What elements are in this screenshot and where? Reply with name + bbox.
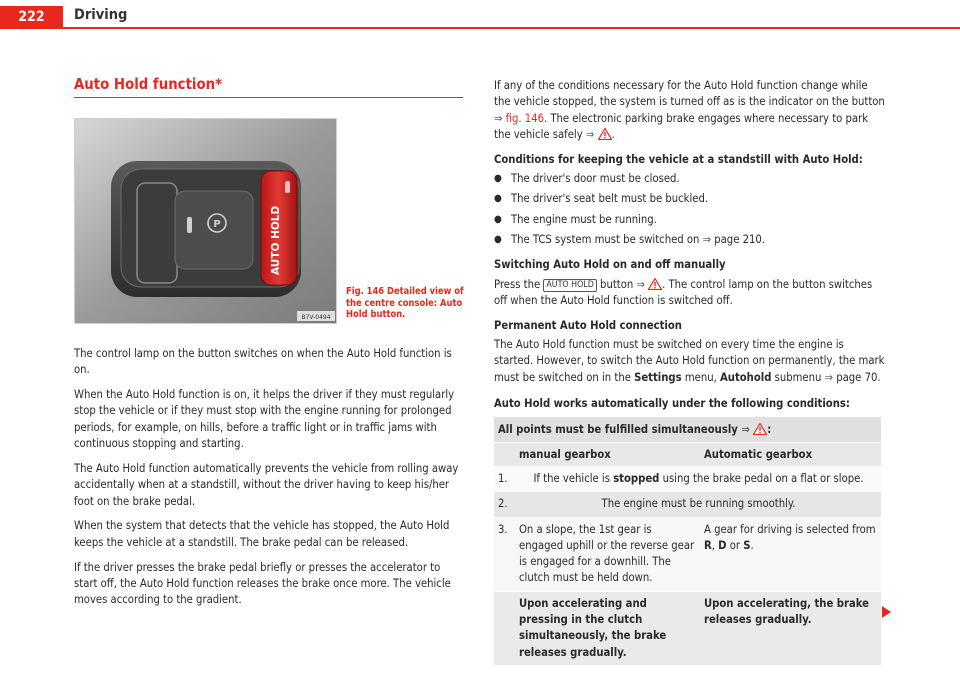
warning-icon[interactable] <box>598 128 612 140</box>
arrow-right-icon: ⇒ <box>636 277 645 291</box>
table-row: 1. If the vehicle is stopped using the brake pedal on a flat or slope. <box>494 466 881 491</box>
warning-icon[interactable] <box>648 278 662 290</box>
header-divider <box>0 27 960 29</box>
automatic-heading: Auto Hold works automatically under the following conditions: <box>494 396 850 410</box>
auto-hold-button-label: AUTO HOLD <box>270 205 282 275</box>
page-reference-link[interactable]: page 210. <box>714 232 765 246</box>
arrow-right-icon: ⇒ <box>824 370 834 384</box>
conditions-list <box>494 171 886 248</box>
section-title: Auto Hold function* <box>74 76 223 93</box>
arrow-right-icon: ⇒ <box>585 127 595 141</box>
warning-icon[interactable] <box>753 423 767 435</box>
page-number: 222 <box>0 6 63 28</box>
conditions-table <box>494 417 881 665</box>
figure-reference-link[interactable]: fig. 146 <box>505 111 544 125</box>
table-row: 3. On a slope, the 1st gear is engaged uphill or the reverse gear is engaged for a downhill. The clutch must be held down. A gear for driving is selected from R, D or S. <box>494 517 881 591</box>
paragraph: The Auto Hold function automatically prevents the vehicle from rolling away accidentally when at a standstill, without the driver having to keep his/her foot on the brake pedal. <box>74 461 459 508</box>
auto-hold-key-label: AUTO HOLD <box>543 279 596 292</box>
arrow-right-icon: ⇒ <box>494 111 503 125</box>
paragraph: When the Auto Hold function is on, it helps the driver if they must regularly stop the vehicle or if they must stop with the engine running for prolonged periods, for example, on hills, before a traffic light or in traffic jams with continuous stopping and starting. <box>74 388 455 451</box>
section-divider <box>74 97 463 98</box>
list-item: ● The TCS system must be switched on ⇒ page 210. <box>494 232 886 248</box>
conditions-heading: Conditions for keeping the vehicle at a standstill with Auto Hold: <box>494 152 863 166</box>
next-page-arrow-icon[interactable] <box>882 606 891 618</box>
list-item: ● The driver's seat belt must be buckled. <box>494 191 886 207</box>
paragraph: If any of the conditions necessary for the Auto Hold function change while the vehicle stopped, the system is turned off as is the indicator on the button ⇒ fig. 146. The electronic parking brake engages where necessary to park the vehicle safely ⇒ . <box>494 79 885 141</box>
permanent-heading: Permanent Auto Hold connection <box>494 318 682 332</box>
figure-code: B7V-0494 <box>301 314 331 321</box>
console-illustration <box>75 119 337 324</box>
column-header-automatic: Automatic gearbox <box>704 448 813 461</box>
paragraph: The Auto Hold function must be switched on every time the engine is started. However, to switch the Auto Hold function on permanently, the mark must be switched on in the Settings menu, Autohold submenu ⇒ page 70. <box>494 338 885 384</box>
right-column <box>494 78 886 415</box>
paragraph: The control lamp on the button switches on when the Auto Hold function is on. <box>74 347 452 377</box>
arrow-right-icon: ⇒ <box>702 232 712 246</box>
chapter-title: Driving <box>74 7 128 23</box>
figure-caption: Fig. 146 Detailed view of the centre console: Auto Hold button. <box>346 286 464 321</box>
arrow-right-icon: ⇒ <box>741 423 750 436</box>
table-row: 2. The engine must be running smoothly. <box>494 491 881 516</box>
figure-auto-hold-console <box>74 118 337 324</box>
page-reference-link[interactable]: page 70. <box>836 370 881 384</box>
autohold-submenu-term: Autohold <box>719 370 772 384</box>
list-item: ● The engine must be running. <box>494 212 886 228</box>
table-row: Upon accelerating and pressing in the clutch simultaneously, the brake releases gradually. Upon accelerating, the brake releases gradually. <box>494 591 881 665</box>
table-title: All points must be fulfilled simultaneously ⇒ : <box>494 417 881 442</box>
list-item: ● The driver's door must be closed. <box>494 171 886 187</box>
paragraph: When the system that detects that the vehicle has stopped, the Auto Hold keeps the vehicle at a standstill. The brake pedal can be released. <box>74 519 450 549</box>
paragraph: Press the AUTO HOLD button ⇒ . The control lamp on the button switches off when the Auto Hold function is switched off. <box>494 277 873 307</box>
paragraph: If the driver presses the brake pedal briefly or presses the accelerator to start off, the Auto Hold function releases the brake once more. The vehicle moves according to the gradient. <box>74 560 451 607</box>
column-header-manual: manual gearbox <box>519 448 611 461</box>
settings-menu-term: Settings <box>634 370 682 384</box>
switch-heading: Switching Auto Hold on and off manually <box>494 258 726 272</box>
table-header-row <box>494 442 881 466</box>
page-header <box>0 0 960 32</box>
left-column <box>74 346 466 617</box>
svg-text:P: P <box>213 219 221 230</box>
